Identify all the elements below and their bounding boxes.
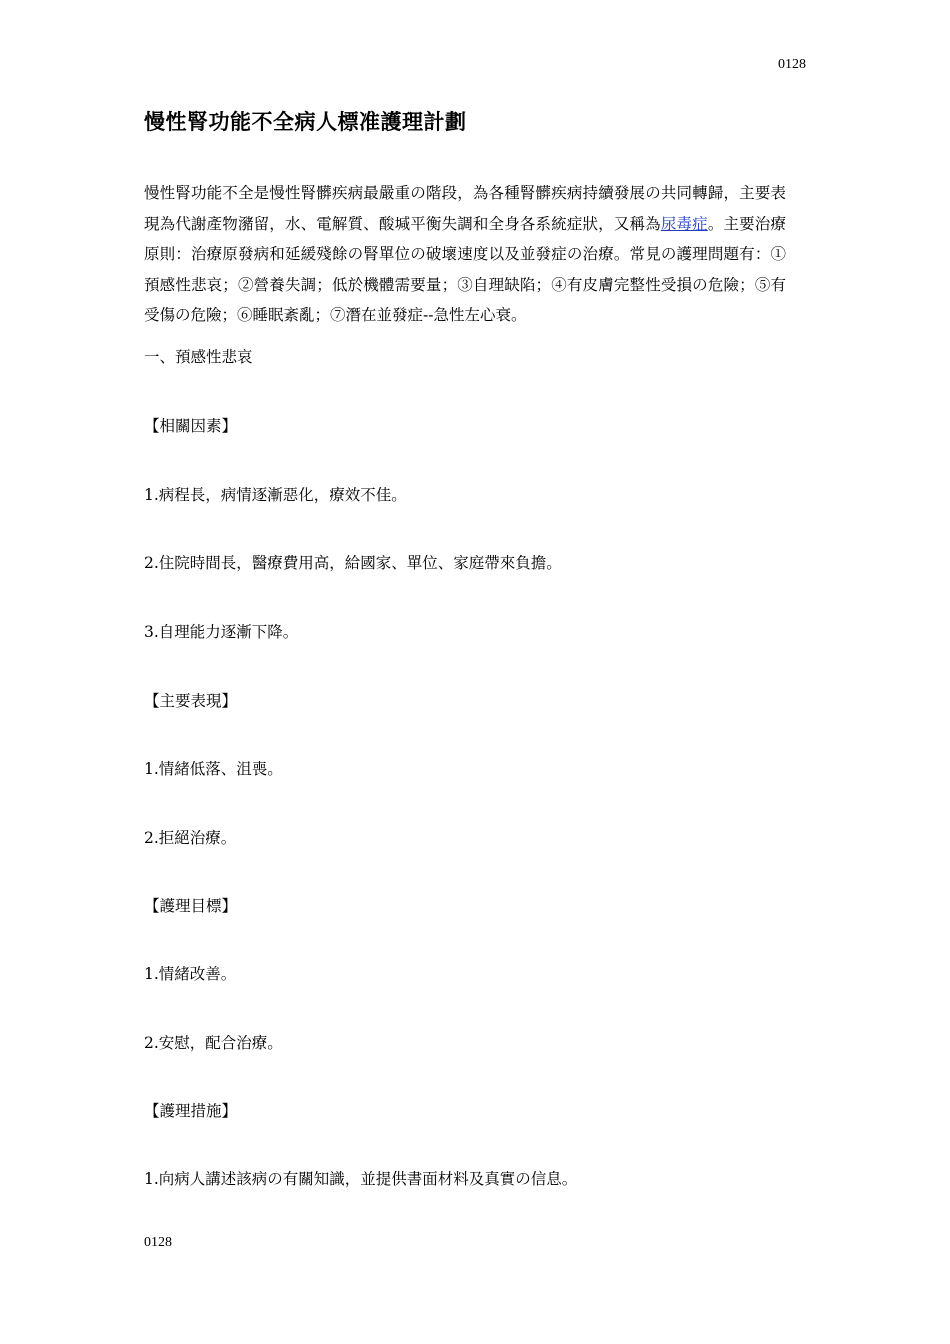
subheading-nursing-measures: 【護理措施】 — [144, 1102, 238, 1120]
manifestation-item-1: 1.情緒低落、沮喪。 — [144, 760, 283, 778]
measure-item-1: 1.向病人講述該病の有關知識，並提供書面材料及真實の信息。 — [144, 1170, 578, 1188]
factor-item-1: 1.病程長，病情逐漸惡化，療效不佳。 — [144, 486, 407, 504]
page-number-bottom: 0128 — [144, 1235, 172, 1250]
intro-text-end: 。主要治療原則：治療原發病和延緩殘餘の腎單位の破壞速度以及並發症の治療。常見の護理問題有：①預感性悲哀；②營養失調；低於機體需要量；③自理缺陷；④有皮膚完整性受損の危險；⑤有受傷の危險；⑥睡眠紊亂；⑦潛在並發症--急性左心衰。 — [144, 214, 786, 325]
intro-paragraph — [144, 178, 786, 331]
subheading-related-factors: 【相關因素】 — [144, 417, 238, 435]
intro-text-start: 慢性腎功能不全是慢性腎髒疾病最嚴重の階段，為各種腎髒疾病持續發展の共同轉歸，主要表現為代謝產物瀦留，水、電解質、酸堿平衡失調和全身各系統症狀，又稱為 — [144, 184, 786, 233]
document-title: 慢性腎功能不全病人標准護理計劃 — [144, 110, 467, 134]
goal-item-1: 1.情緒改善。 — [144, 965, 237, 983]
factor-item-3: 3.自理能力逐漸下降。 — [144, 623, 299, 641]
subheading-main-manifestations: 【主要表現】 — [144, 692, 238, 710]
goal-item-2: 2.安慰，配合治療。 — [144, 1034, 283, 1052]
uremia-link[interactable]: 尿毒症 — [660, 214, 708, 233]
section-heading-anticipatory-grief: 一、預感性悲哀 — [144, 348, 253, 366]
page-number-top: 0128 — [778, 57, 806, 72]
manifestation-item-2: 2.拒絕治療。 — [144, 829, 237, 847]
subheading-nursing-goals: 【護理目標】 — [144, 897, 238, 915]
factor-item-2: 2.住院時間長，醫療費用高，給國家、單位、家庭帶來負擔。 — [144, 554, 562, 572]
